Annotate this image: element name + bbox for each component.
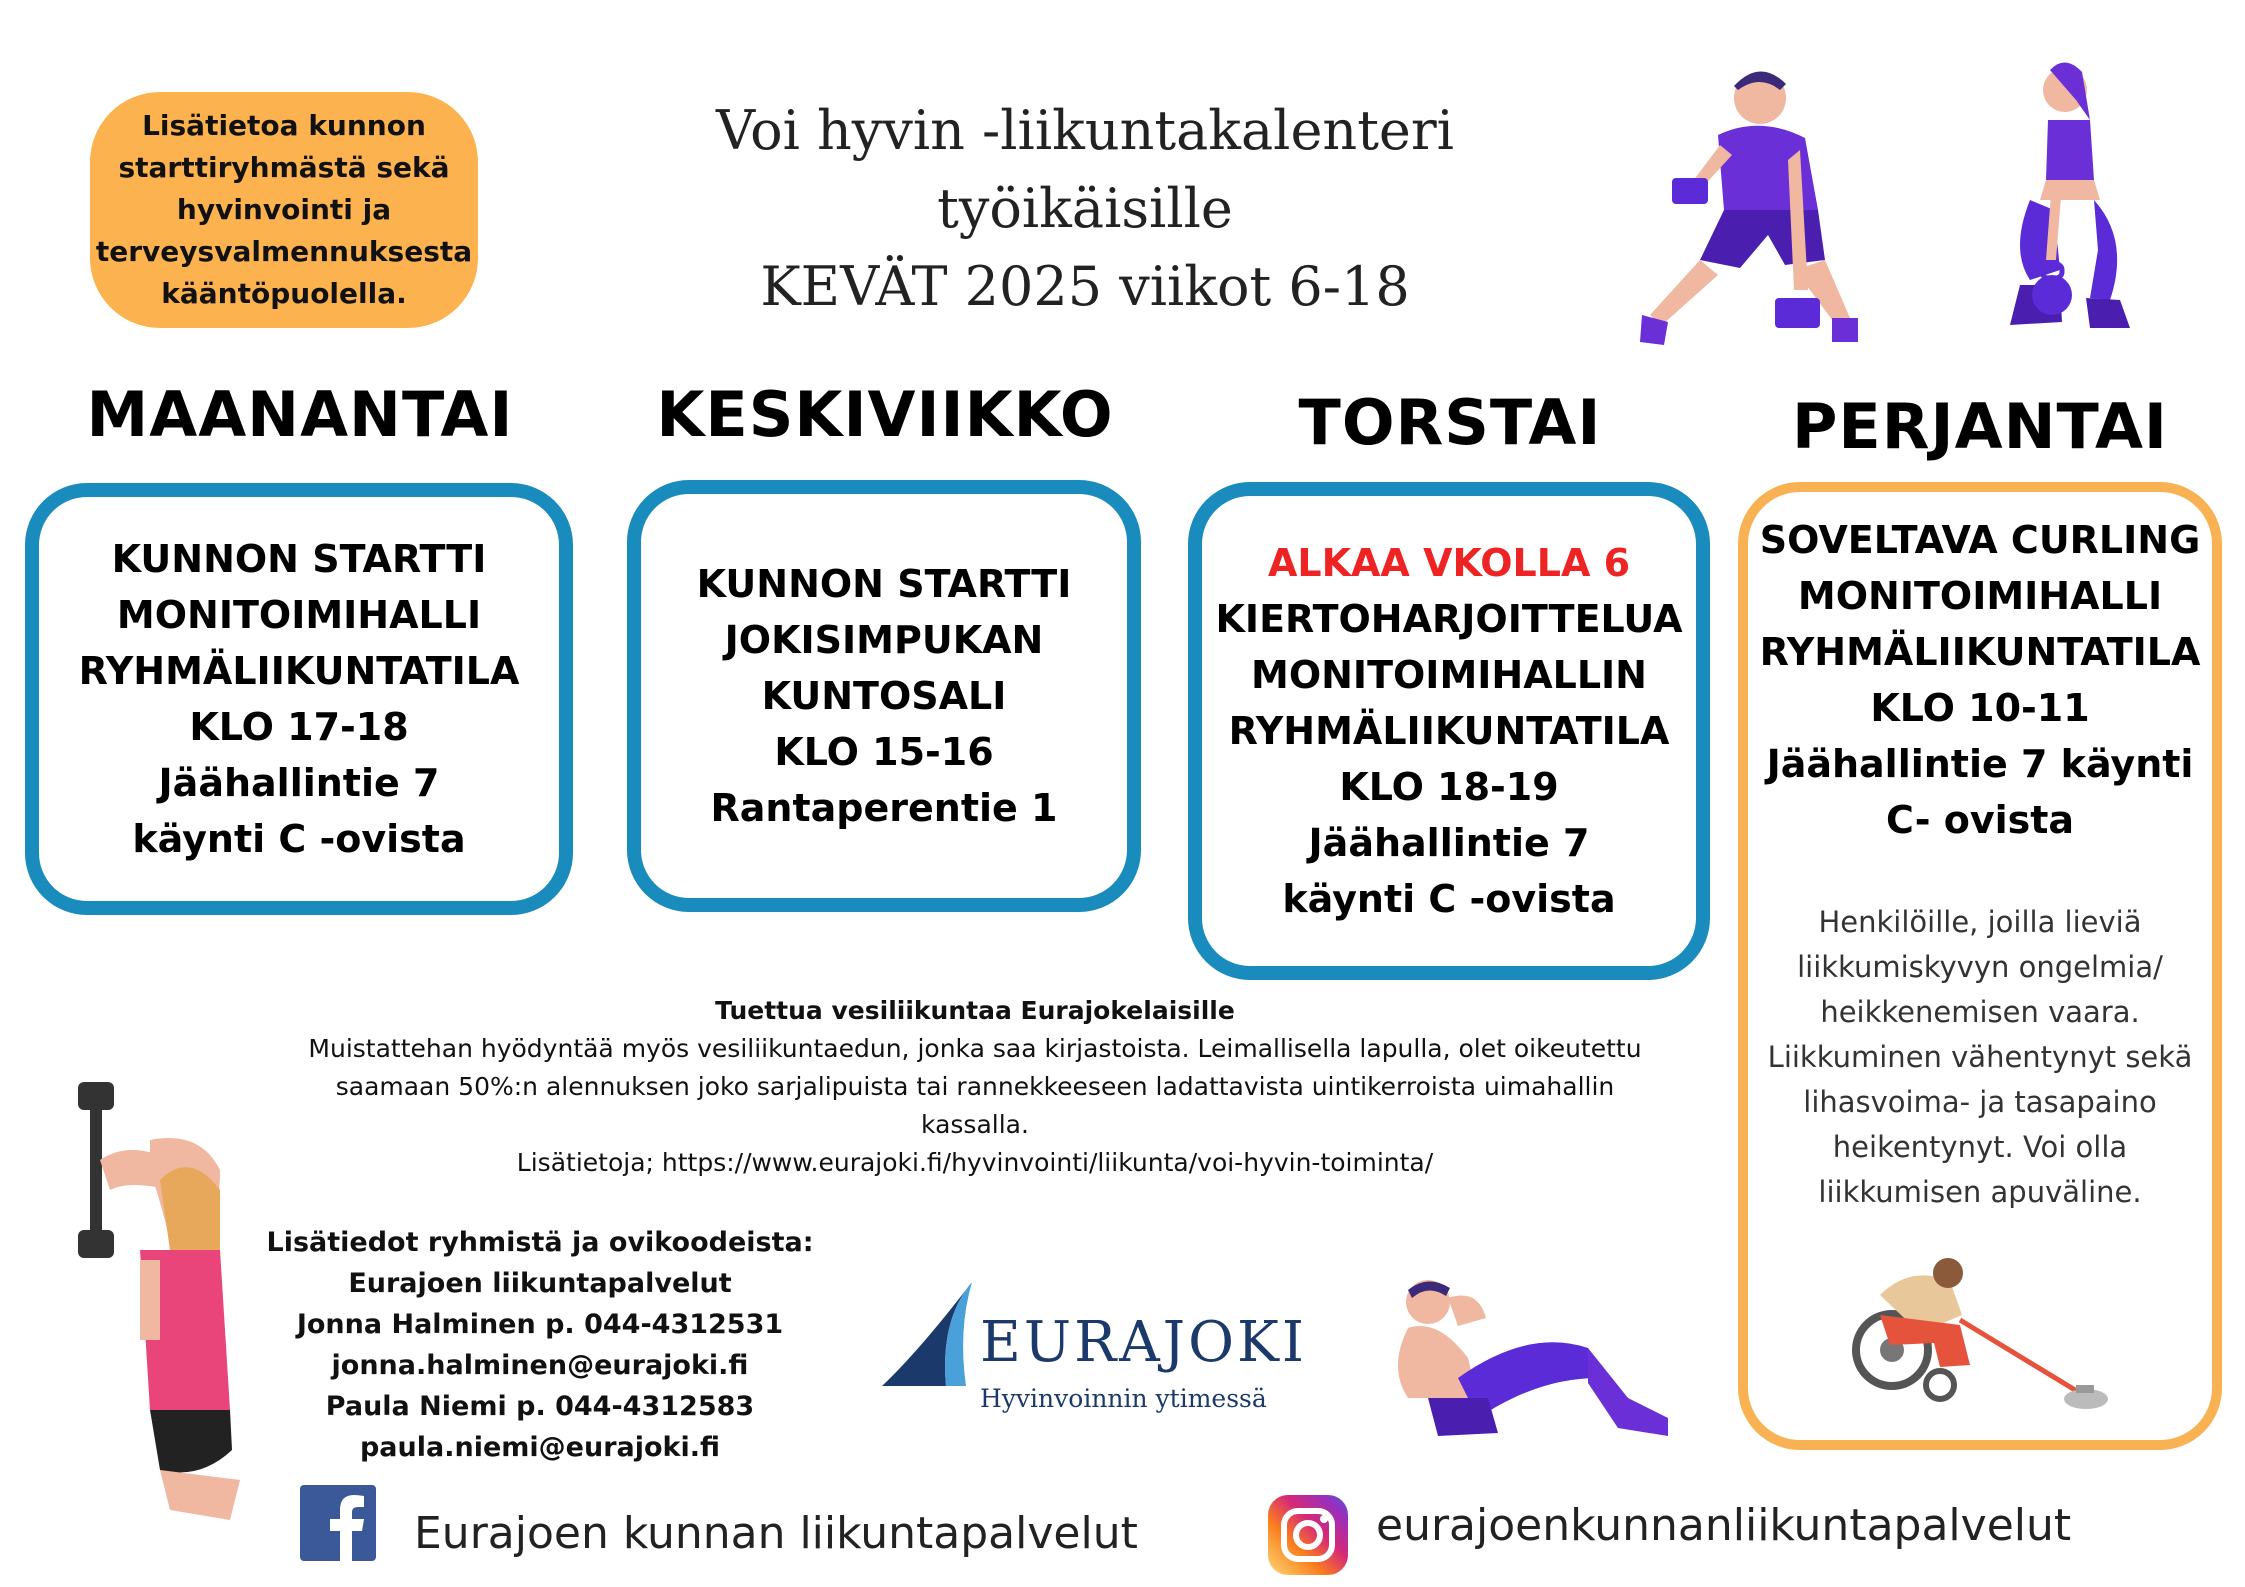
water-line-2: saamaan 50%:n alennuksen joko sarjalipuista tai rannekkeeseen ladattavista uintikerroista uimahallin (335, 1072, 1615, 1101)
thursday-start-notice: ALKAA VKOLLA 6 (1267, 541, 1631, 585)
logo-name: EURAJOKI (980, 1310, 1307, 1375)
monday-line-5: Jäähallintie 7 (158, 761, 440, 805)
wheelchair-curling-figure (1850, 1255, 2110, 1425)
friday-line-6: C- ovista (1885, 798, 2075, 842)
water-link[interactable]: Lisätietoja; https://www.eurajoki.fi/hyvinvointi/liikunta/voi-hyvin-toiminta/ (516, 1148, 1434, 1177)
wednesday-line-5: Rantaperentie 1 (710, 786, 1058, 830)
title-line-1: Voi hyvin -liikuntakalenteri (716, 99, 1454, 162)
contact-person-1: Jonna Halminen p. 044-4312531 (296, 1309, 784, 1340)
thursday-line-1: KIERTOHARJOITTELUA (1215, 597, 1683, 641)
day-header-friday: PERJANTAI (1791, 390, 2168, 463)
dumbbell-man-figure (1620, 60, 1860, 350)
monday-line-3: RYHMÄLIIKUNTATILA (78, 649, 520, 693)
schedule-box-monday (25, 483, 573, 915)
schedule-box-friday (1738, 482, 2222, 1450)
thursday-line-2: MONITOIMIHALLIN (1251, 653, 1647, 697)
thursday-line-6: käynti C -ovista (1282, 877, 1616, 921)
water-line-1: Muistattehan hyödyntää myös vesiliikuntaedun, jonka saa kirjastoista. Leimallisella lapulla, olet oikeutettu (308, 1034, 1642, 1063)
eurajoki-sail-logo (880, 1280, 980, 1390)
wednesday-line-2: JOKISIMPUKAN (724, 618, 1044, 662)
dumbbell-woman-figure (70, 1080, 250, 1530)
wednesday-line-1: KUNNON STARTTI (696, 562, 1072, 606)
friday-line-1: SOVELTAVA CURLING (1759, 518, 2201, 562)
friday-line-2: MONITOIMIHALLI (1797, 574, 2163, 618)
thursday-line-3: RYHMÄLIIKUNTATILA (1228, 709, 1670, 753)
contact-email-2[interactable]: paula.niemi@eurajoki.fi (359, 1432, 721, 1463)
wednesday-line-3: KUNTOSALI (761, 674, 1007, 718)
water-exercise-info (250, 992, 1700, 1182)
facebook-page-name[interactable]: Eurajoen kunnan liikuntapalvelut (414, 1508, 1138, 1559)
logo-tagline: Hyvinvoinnin ytimessä (980, 1384, 1267, 1413)
contact-email-1[interactable]: jonna.halminen@eurajoki.fi (331, 1350, 749, 1381)
monday-line-2: MONITOIMIHALLI (116, 593, 482, 637)
monday-line-4: KLO 17-18 (189, 705, 409, 749)
kettlebell-woman-figure (1990, 60, 2150, 350)
friday-line-5: Jäähallintie 7 käynti (1766, 742, 2194, 786)
instagram-icon[interactable] (1268, 1495, 1348, 1575)
situp-man-figure (1368, 1268, 1688, 1448)
monday-line-6: käynti C -ovista (132, 817, 466, 861)
facebook-icon[interactable] (300, 1485, 376, 1561)
contact-person-2: Paula Niemi p. 044-4312583 (325, 1391, 755, 1422)
schedule-box-thursday (1188, 482, 1710, 980)
monday-line-1: KUNNON STARTTI (111, 537, 487, 581)
contact-info (230, 1222, 850, 1468)
day-header-monday: MAANANTAI (86, 378, 514, 451)
info-bubble (90, 92, 478, 328)
water-line-3: kassalla. (921, 1110, 1029, 1139)
friday-line-3: RYHMÄLIIKUNTATILA (1759, 630, 2201, 674)
schedule-box-wednesday (627, 480, 1141, 912)
page-title (560, 92, 1610, 326)
info-bubble-text: Lisätietoa kunnon starttiryhmästä sekä hyvinvointi ja terveysvalmennuksesta kääntöpuolella. (95, 109, 473, 310)
title-line-3: KEVÄT 2025 viikot 6-18 (760, 255, 1410, 318)
contact-org: Eurajoen liikuntapalvelut (348, 1268, 732, 1299)
eurajoki-logo (880, 1280, 1307, 1430)
day-header-wednesday: KESKIVIIKKO (656, 378, 1114, 451)
title-line-2: työikäisille (937, 177, 1233, 240)
water-heading: Tuettua vesiliikuntaa Eurajokelaisille (715, 996, 1235, 1025)
thursday-line-4: KLO 18-19 (1339, 765, 1559, 809)
contact-heading: Lisätiedot ryhmistä ja ovikoodeista: (266, 1227, 814, 1258)
friday-line-4: KLO 10-11 (1870, 686, 2090, 730)
thursday-line-5: Jäähallintie 7 (1308, 821, 1590, 865)
wednesday-line-4: KLO 15-16 (774, 730, 994, 774)
day-header-thursday: TORSTAI (1298, 386, 1602, 459)
instagram-handle[interactable]: eurajoenkunnanliikuntapalvelut (1376, 1500, 2072, 1551)
friday-description: Henkilöille, joilla lieviä liikkumiskyvyn ongelmia/ heikkenemisen vaara. Liikkuminen vähentynyt sekä lihasvoima- ja tasapaino heikentynyt. Voi olla liikkumisen apuväline. (1767, 905, 2193, 1209)
